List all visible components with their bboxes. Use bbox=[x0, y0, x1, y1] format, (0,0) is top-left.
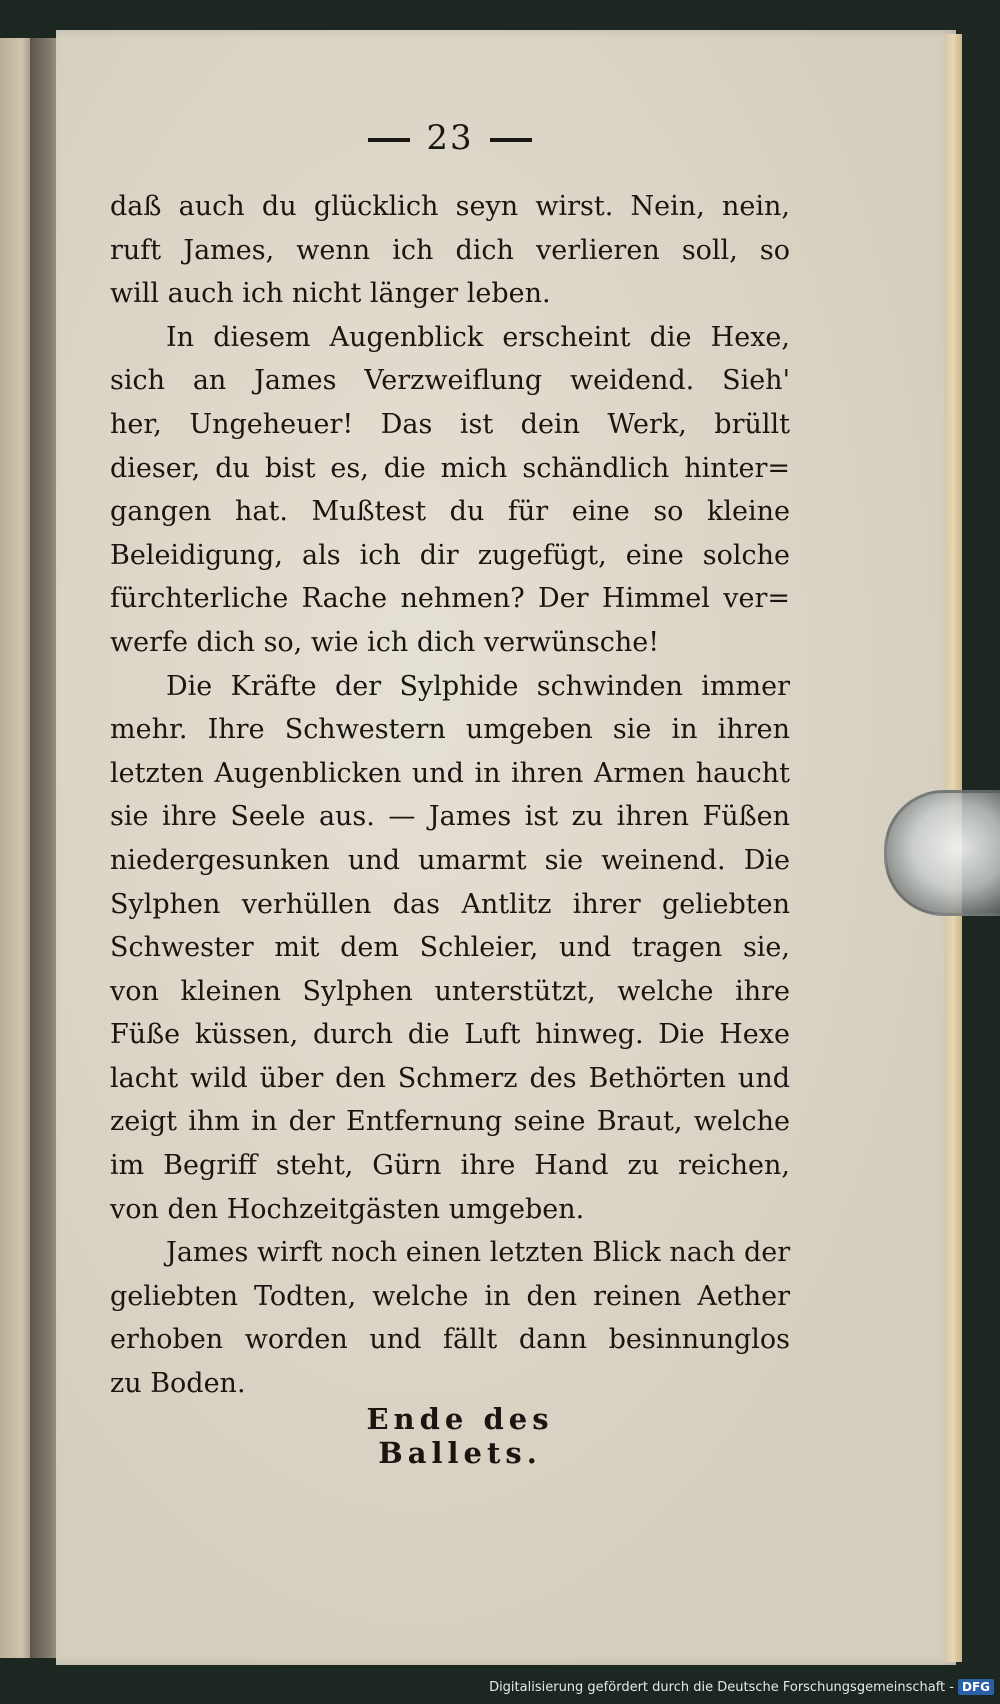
text-line: sie ihre Seele aus. — James ist zu ihren Füßen bbox=[110, 801, 790, 833]
closing-line: Ende des Ballets. bbox=[366, 1402, 554, 1470]
text-line: fürchterliche Rache nehmen? Der Himmel ver= bbox=[110, 583, 790, 615]
dfg-logo: DFG bbox=[958, 1679, 994, 1695]
text-line: gangen hat. Mußtest du für eine so kleine bbox=[110, 496, 790, 528]
text-line: zu Boden. bbox=[110, 1368, 246, 1400]
text-line: lacht wild über den Schmerz des Bethörten und bbox=[110, 1062, 790, 1094]
page-clip bbox=[884, 790, 1000, 916]
text-line: Die Kräfte der Sylphide schwinden immer bbox=[166, 670, 790, 702]
page-header bbox=[330, 118, 570, 158]
text-line: her, Ungeheuer! Das ist dein Werk, brüllt bbox=[110, 408, 790, 440]
digitization-credit bbox=[489, 1676, 994, 1698]
text-line: Sylphen verhüllen das Antlitz ihrer geliebten bbox=[110, 888, 790, 920]
text-line: daß auch du glücklich seyn wirst. Nein, nein, bbox=[110, 191, 790, 222]
text-line: von kleinen Sylphen unterstützt, welche ihre bbox=[110, 975, 790, 1007]
credit-text: Digitalisierung gefördert durch die Deutsche Forschungsgemeinschaft - bbox=[489, 1679, 954, 1695]
text-line: niedergesunken und umarmt sie weinend. Die bbox=[110, 844, 790, 876]
text-line: Schwester mit dem Schleier, und tragen sie, bbox=[110, 932, 790, 964]
text-line: James wirft noch einen letzten Blick nach der bbox=[166, 1237, 791, 1269]
text-line: letzten Augenblicken und in ihren Armen haucht bbox=[110, 757, 790, 789]
text-line: geliebten Todten, welche in den reinen Aether bbox=[110, 1280, 790, 1312]
text-line: Füße küssen, durch die Luft hinweg. Die Hexe bbox=[110, 1019, 790, 1051]
text-line: mehr. Ihre Schwestern umgeben sie in ihren bbox=[110, 714, 790, 746]
text-line: Beleidigung, als ich dir zugefügt, eine solche bbox=[110, 539, 790, 571]
text-line: im Begriff steht, Gürn ihre Hand zu reichen, bbox=[110, 1150, 790, 1182]
body-text bbox=[110, 185, 790, 1406]
text-line: zeigt ihm in der Entfernung seine Braut, welche bbox=[110, 1106, 790, 1138]
header-dash-left bbox=[368, 138, 410, 142]
text-line: erhoben worden und fällt dann besinnunglos bbox=[110, 1324, 790, 1356]
header-dash-right bbox=[490, 138, 532, 142]
text-line: sich an James Verzweiflung weidend. Sieh' bbox=[110, 365, 790, 397]
text-line: will auch ich nicht länger leben. bbox=[110, 278, 551, 310]
text-line: werfe dich so, wie ich dich verwünsche! bbox=[110, 626, 660, 658]
text-line: In diesem Augenblick erscheint die Hexe, bbox=[166, 321, 790, 353]
text-line: von den Hochzeitgästen umgeben. bbox=[110, 1193, 585, 1225]
page-number: 23 bbox=[426, 118, 474, 158]
text-line: dieser, du bist es, die mich schändlich hinter= bbox=[110, 452, 790, 484]
text-line: ruft James, wenn ich dich verlieren soll, so bbox=[110, 234, 790, 266]
